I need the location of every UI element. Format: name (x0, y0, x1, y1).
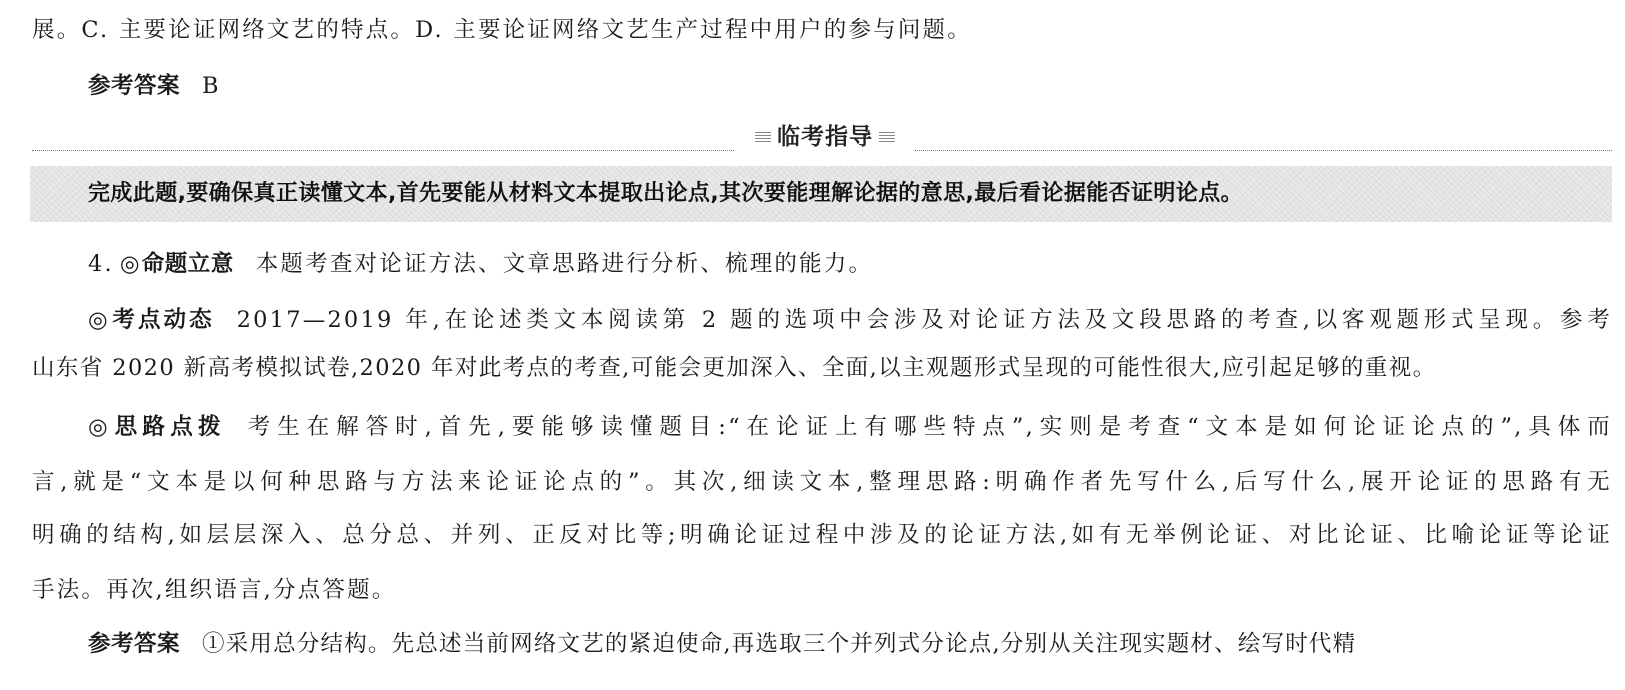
q4-idea-row-4: 手法。再次,组织语言,分点答题。 (32, 577, 397, 603)
q4-answer-label: 参考答案 (88, 631, 181, 657)
q4-trend-text-1: 2017—2019 年,在论述类文本阅读第 2 题的选项中会涉及对论证方法及文段思路的考查,以客观题形式呈现。参考 (236, 307, 1612, 333)
section-title-text: 临考指导 (777, 124, 873, 150)
q4-trend-mark-icon: ◎ (88, 307, 113, 333)
answer-label: 参考答案 (88, 73, 181, 99)
q4-trend-label: 考点动态 (112, 307, 215, 333)
q4-intent-label: 命题立意 (141, 251, 234, 277)
q4-answer-row (88, 628, 1612, 660)
q4-intent-text: 本题考查对论证方法、文章思路进行分析、梳理的能力。 (255, 251, 874, 277)
q4-idea-row-1 (88, 411, 1612, 443)
section-title (735, 120, 915, 154)
answer-value: B (202, 73, 221, 99)
q4-idea-text-1: 考生在解答时,首先,要能够读懂题目:“在论证上有哪些特点”,实则是考查“文本是如何论证论点的”,具体而 (247, 414, 1612, 440)
divider-right-lines-icon (879, 132, 895, 144)
q4-answer-text: ①采用总分结构。先总述当前网络文艺的紧迫使命,再选取三个并列式分论点,分别从关注现实题材、绘写时代精 (202, 631, 1357, 657)
q4-number: 4. (88, 251, 114, 277)
q4-trend-row-1 (88, 304, 1612, 336)
q4-mark-icon: ◎ (119, 251, 142, 277)
answer-row-b (88, 70, 1612, 102)
q4-intent-row (88, 248, 1612, 280)
q4-idea-label: 思路点拨 (114, 414, 226, 440)
q4-idea-mark-icon: ◎ (88, 414, 115, 440)
q4-idea-row-3: 明确的结构,如层层深入、总分总、并列、正反对比等;明确论证过程中涉及的论证方法,如有无举例论证、对比论证、比喻论证等论证 (32, 522, 1612, 548)
tip-text: 完成此题,要确保真正读懂文本,首先要能从材料文本提取出论点,其次要能理解论据的意思,最后看论据能否证明论点。 (88, 181, 1244, 206)
option-line-cd: 展。C. 主要论证网络文艺的特点。D. 主要论证网络文艺生产过程中用户的参与问题。 (32, 17, 972, 43)
divider-left-lines-icon (755, 132, 771, 144)
q4-idea-row-2: 言,就是“文本是以何种思路与方法来论证论点的”。其次,细读文本,整理思路:明确作者先写什么,后写什么,展开论证的思路有无 (32, 469, 1612, 495)
q4-trend-row-2: 山东省 2020 新高考模拟试卷,2020 年对此考点的考查,可能会更加深入、全面,以主观题形式呈现的可能性很大,应引起足够的重视。 (32, 355, 1437, 381)
